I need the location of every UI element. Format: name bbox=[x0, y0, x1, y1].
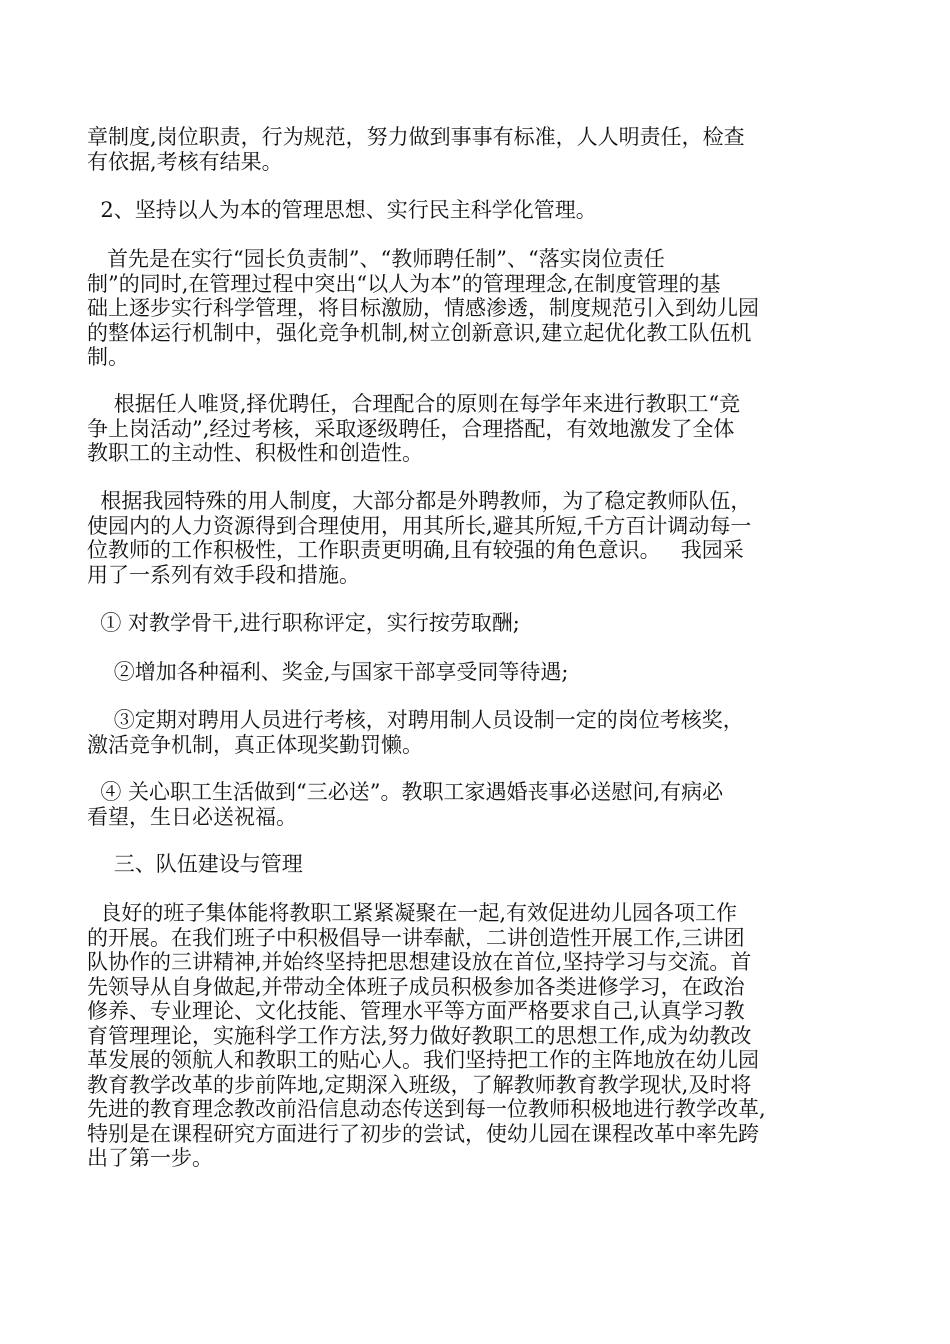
paragraph-rules-continuation bbox=[87, 125, 862, 174]
text-line: 先进的教育理念教改前沿信息动态传送到每一位教师积极地进行教学改革, bbox=[87, 1097, 766, 1121]
paragraph-team-leadership bbox=[87, 901, 862, 1171]
text-line: ③定期对聘用人员进行考核，对聘用制人员设制一定的岗位考核奖， bbox=[87, 708, 744, 732]
text-line: 有依据,考核有结果。 bbox=[87, 149, 283, 174]
text-line: 特别是在课程研究方面进行了初步的尝试，使幼儿园在课程改革中率先跨 bbox=[87, 1121, 759, 1146]
text-line: ① 对教学骨干,进行职称评定，实行按劳取酬; bbox=[87, 611, 520, 635]
text-line: 育管理理论，实施科学工作方法,努力做好教职工的思想工作,成为幼教改 bbox=[87, 1023, 752, 1048]
text-line: 2、坚持以人为本的管理思想、实行民主科学化管理。 bbox=[87, 198, 597, 222]
text-line: 的整体运行机制中，强化竞争机制,树立创新意识,建立起优化教工队伍机 bbox=[87, 320, 752, 345]
text-line: 教职工的主动性、积极性和创造性。 bbox=[87, 441, 423, 465]
text-line: 制”的同时,在管理过程中突出“以人为本”的管理理念,在制度管理的基 bbox=[87, 271, 721, 296]
list-item-3 bbox=[87, 708, 862, 757]
text-line: 出了第一步。 bbox=[87, 1146, 213, 1170]
text-line: ④ 关心职工生活做到“三必送”。教职工家遇婚丧事必送慰问,有病必 bbox=[87, 780, 724, 804]
text-line: 根据我园特殊的用人制度，大部分都是外聘教师，为了稳定教师队伍， bbox=[87, 489, 752, 513]
text-line: 看望，生日必送祝福。 bbox=[87, 804, 297, 829]
text-line: 位教师的工作积极性，工作职责更明确,且有较强的角色意识。 我园采 bbox=[87, 538, 744, 562]
text-line: 教育教学改革的步前阵地,定期深入班级，了解教师教育教学现状,及时将 bbox=[87, 1072, 752, 1097]
text-line: 的开展。在我们班子中积极倡导一讲奉献，二讲创造性开展工作,三讲团 bbox=[87, 925, 745, 950]
text-line: 使园内的人力资源得到合理使用，用其所长,避其所短,千方百计调动每一 bbox=[87, 513, 752, 538]
text-line: 修养、专业理论、文化技能、管理水平等方面严格要求自己,认真学习教 bbox=[87, 999, 745, 1023]
text-line: 制。 bbox=[87, 345, 129, 369]
text-line: 先领导从自身做起,并带动全体班子成员积极参加各类进修学习，在政治 bbox=[87, 974, 745, 999]
text-line: 革发展的领航人和教职工的贴心人。我们坚持把工作的主阵地放在幼儿园 bbox=[87, 1048, 759, 1072]
paragraph-competitive-hiring bbox=[87, 392, 862, 466]
section-heading-people-oriented bbox=[87, 198, 862, 223]
list-item-1 bbox=[87, 611, 862, 636]
list-item-2 bbox=[87, 660, 862, 685]
list-item-4 bbox=[87, 780, 862, 829]
text-line: 根据任人唯贤,择优聘任，合理配合的原则在每学年来进行教职工“竞 bbox=[87, 392, 741, 416]
section-heading-team-building bbox=[87, 852, 862, 877]
text-line: 用了一系列有效手段和措施。 bbox=[87, 562, 360, 587]
text-line: ②增加各种福利、奖金,与国家干部享受同等待遇; bbox=[87, 660, 569, 684]
text-line: 础上逐步实行科学管理，将目标激励，情感渗透，制度规范引入到幼儿园 bbox=[87, 296, 759, 320]
text-line: 首先是在实行“园长负责制”、“教师聘任制”、“落实岗位责任 bbox=[87, 247, 665, 271]
text-line: 争上岗活动”,经过考核，采取逐级聘任，合理搭配，有效地激发了全体 bbox=[87, 416, 735, 441]
text-line: 激活竞争机制，真正体现奖勤罚懒。 bbox=[87, 732, 423, 757]
text-line: 队协作的三讲精神,并始终坚持把思想建设放在首位,坚持学习与交流。首 bbox=[87, 950, 752, 974]
text-line: 三、队伍建设与管理 bbox=[87, 852, 303, 876]
text-line: 良好的班子集体能将教职工紧紧凝聚在一起,有效促进幼儿园各项工作 bbox=[87, 901, 738, 925]
text-line: 章制度,岗位职责，行为规范，努力做到事事有标准，人人明责任，检查 bbox=[87, 125, 745, 149]
paragraph-management-system bbox=[87, 247, 862, 370]
paragraph-staffing-system bbox=[87, 489, 862, 587]
